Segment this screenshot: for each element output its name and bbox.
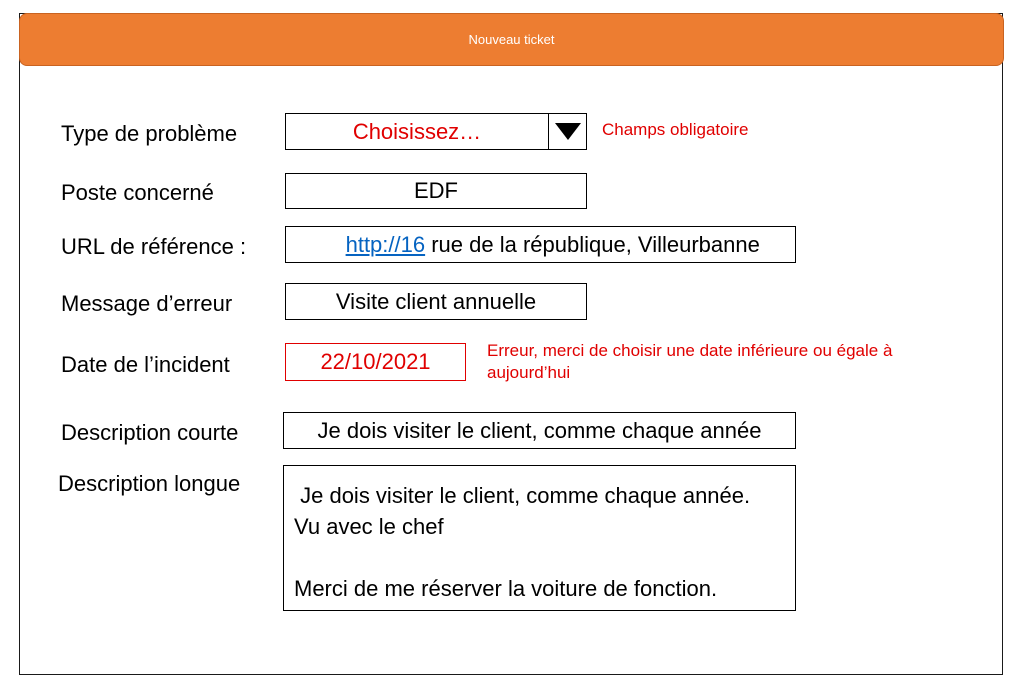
type-select[interactable] — [285, 113, 587, 150]
desc-courte-label: Description courte — [61, 420, 239, 445]
desc-longue-label: Description longue — [58, 471, 241, 496]
poste-input[interactable] — [285, 173, 587, 209]
date-error — [487, 340, 957, 384]
poste-label: Poste concerné — [61, 180, 214, 205]
desc-longue-textarea[interactable] — [283, 465, 796, 611]
message-value: Visite client annuelle — [335, 288, 537, 314]
desc-longue-line: Merci de me réserver la voiture de fonction. — [294, 576, 718, 601]
window-title: Nouveau ticket — [468, 32, 555, 47]
poste-value: EDF — [414, 178, 458, 203]
desc-courte-value: Je dois visiter le client, comme chaque année — [317, 417, 762, 443]
date-value: 22/10/2021 — [320, 349, 431, 374]
window-title-bar — [19, 13, 1004, 66]
date-error-line-1: Erreur, merci de choisir une date inférieure ou égale à — [487, 341, 893, 360]
url-value-rest: rue de la république, Villeurbanne — [425, 231, 760, 257]
url-link[interactable]: http://16 — [345, 231, 426, 257]
desc-courte-input[interactable] — [283, 412, 796, 449]
date-input[interactable] — [285, 343, 466, 381]
type-label: Type de problème — [61, 121, 238, 146]
date-error-line-2: aujourd’hui — [487, 363, 571, 382]
dropdown-arrow-icon[interactable] — [548, 114, 586, 149]
message-label: Message d’erreur — [61, 291, 233, 316]
type-select-value: Choisissez… — [352, 118, 482, 144]
desc-longue-line: Je dois visiter le client, comme chaque année. — [294, 483, 751, 508]
message-input[interactable] — [285, 283, 587, 320]
url-input[interactable] — [285, 226, 796, 263]
desc-longue-line: Vu avec le chef — [294, 514, 444, 539]
type-error: Champs obligatoire — [602, 120, 749, 139]
desc-longue-line — [294, 542, 795, 573]
date-label: Date de l’incident — [61, 352, 230, 377]
url-label: URL de référence : — [61, 234, 247, 259]
